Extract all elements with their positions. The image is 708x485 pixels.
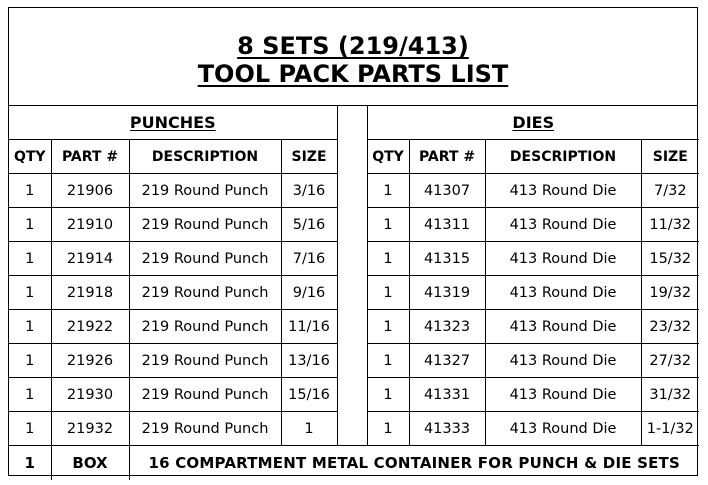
punch-size-cell: 15/16 [281,378,337,412]
title-line-1: 8 SETS (219/413) [237,32,469,60]
punches-section-heading: PUNCHES [9,106,337,140]
punch-description-cell: 219 Round Punch [129,208,281,242]
punch-qty-cell: 1 [9,310,51,344]
die-qty-header: QTY [367,140,409,174]
punch-size-cell: 1 [281,412,337,446]
die-size-cell: 19/32 [641,276,699,310]
punch-qty-cell: 1 [9,242,51,276]
punch-size-cell: 5/16 [281,208,337,242]
punch-description-header: DESCRIPTION [129,140,281,174]
punch-description-cell: 219 Round Punch [129,344,281,378]
box-description: 16 COMPARTMENT METAL CONTAINER FOR PUNCH & DIE SETS [129,446,699,481]
punch-qty-cell: 1 [9,378,51,412]
die-description-cell: 413 Round Die [485,174,641,208]
punch-size-cell: 11/16 [281,310,337,344]
die-part-cell: 41333 [409,412,485,446]
column-gap [337,106,367,446]
page-title [9,8,697,106]
punch-part-cell: 21906 [51,174,129,208]
die-part-cell: 41315 [409,242,485,276]
punch-description-cell: 219 Round Punch [129,276,281,310]
die-size-header: SIZE [641,140,699,174]
parts-table [9,106,699,480]
die-size-cell: 23/32 [641,310,699,344]
die-part-cell: 41323 [409,310,485,344]
punch-description-cell: 219 Round Punch [129,174,281,208]
punch-description-cell: 219 Round Punch [129,412,281,446]
box-qty: 1 [9,446,51,481]
die-qty-cell: 1 [367,174,409,208]
die-part-cell: 41311 [409,208,485,242]
die-description-cell: 413 Round Die [485,310,641,344]
punch-part-cell: 21926 [51,344,129,378]
punch-qty-cell: 1 [9,208,51,242]
die-qty-cell: 1 [367,344,409,378]
die-qty-cell: 1 [367,208,409,242]
punch-part-cell: 21910 [51,208,129,242]
punch-qty-cell: 1 [9,174,51,208]
die-description-cell: 413 Round Die [485,208,641,242]
title-line-2: TOOL PACK PARTS LIST [197,60,509,88]
die-qty-cell: 1 [367,242,409,276]
die-size-cell: 15/32 [641,242,699,276]
punch-description-cell: 219 Round Punch [129,310,281,344]
punch-part-cell: 21914 [51,242,129,276]
punch-size-cell: 7/16 [281,242,337,276]
die-size-cell: 7/32 [641,174,699,208]
die-part-cell: 41319 [409,276,485,310]
punch-size-cell: 9/16 [281,276,337,310]
punch-part-cell: 21922 [51,310,129,344]
punch-qty-cell: 1 [9,276,51,310]
die-part-cell: 41331 [409,378,485,412]
die-part-cell: 41327 [409,344,485,378]
die-qty-cell: 1 [367,276,409,310]
punch-description-cell: 219 Round Punch [129,242,281,276]
punch-qty-cell: 1 [9,344,51,378]
punch-part-cell: 21918 [51,276,129,310]
die-qty-cell: 1 [367,378,409,412]
die-description-cell: 413 Round Die [485,344,641,378]
punch-size-cell: 13/16 [281,344,337,378]
punch-size-header: SIZE [281,140,337,174]
die-description-header: DESCRIPTION [485,140,641,174]
die-size-cell: 27/32 [641,344,699,378]
die-part-header: PART # [409,140,485,174]
punch-description-cell: 219 Round Punch [129,378,281,412]
die-size-cell: 11/32 [641,208,699,242]
punch-qty-cell: 1 [9,412,51,446]
die-qty-cell: 1 [367,310,409,344]
punch-part-cell: 21930 [51,378,129,412]
die-description-cell: 413 Round Die [485,276,641,310]
die-description-cell: 413 Round Die [485,412,641,446]
box-part: BOX [51,446,129,481]
die-part-cell: 41307 [409,174,485,208]
die-size-cell: 1-1/32 [641,412,699,446]
punch-part-cell: 21932 [51,412,129,446]
punch-qty-header: QTY [9,140,51,174]
die-description-cell: 413 Round Die [485,242,641,276]
die-qty-cell: 1 [367,412,409,446]
die-size-cell: 31/32 [641,378,699,412]
die-description-cell: 413 Round Die [485,378,641,412]
punch-part-header: PART # [51,140,129,174]
dies-section-heading: DIES [367,106,699,140]
punch-size-cell: 3/16 [281,174,337,208]
parts-list-sheet [8,7,698,476]
